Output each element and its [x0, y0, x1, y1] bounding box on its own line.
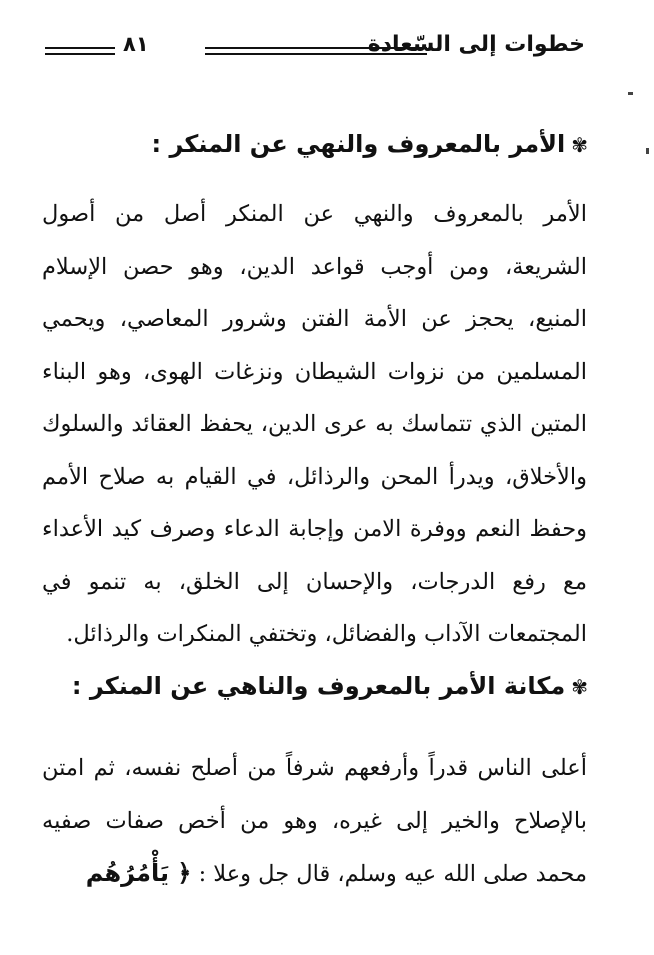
- header-rule: [205, 47, 427, 49]
- text-line: المسلمين من نزوات الشيطان ونزغات الهوى، وهو البناء: [42, 358, 587, 385]
- scan-speck: [628, 92, 633, 95]
- header-rule: [205, 53, 427, 55]
- page-number: ٨١: [123, 32, 149, 56]
- section-body: [42, 188, 587, 661]
- quran-verse-fragment: ﴿ يَأْمُرُهُم: [85, 859, 192, 887]
- section-heading-text: الأمر بالمعروف والنهي عن المنكر :: [151, 130, 566, 158]
- text-line: الأمر بالمعروف والنهي عن المنكر أصل من أصول: [42, 201, 587, 227]
- text-line: أعلى الناس قدراً وأرفعهم شرفاً من أصلح نفسه، ثم امتن: [42, 755, 587, 781]
- section-heading: [72, 672, 588, 700]
- flower-bullet-icon: ✾: [571, 675, 588, 699]
- text-line: مع رفع الدرجات، والإحسان إلى الخلق، به تنمو في: [42, 568, 587, 595]
- text-line: بالإصلاح والخير إلى غيره، وهو من أخص صفات صفيه: [42, 807, 587, 834]
- text-line: المتين الذي تتماسك به عرى الدين، يحفظ العقائد والسلوك: [42, 411, 587, 437]
- text-line: المجتمعات الآداب والفضائل، وتختفي المنكرات والرذائل.: [66, 621, 587, 647]
- header-rule: [45, 47, 115, 49]
- book-title: خطوات إلى السّعادة: [367, 32, 585, 57]
- page-header: [45, 30, 585, 70]
- header-rule: [45, 53, 115, 55]
- section-heading-text: مكانة الأمر بالمعروف والناهي عن المنكر :: [71, 672, 566, 700]
- text-line: وحفظ النعم ووفرة الامن وإجابة الدعاء وصرف كيد الأعداء: [42, 516, 587, 542]
- text-line: [42, 847, 587, 901]
- text-line-content: محمد صلى الله عيه وسلم، قال جل وعلا :: [198, 861, 587, 887]
- text-line: المنيع، يحجز عن الأمة الفتن وشرور المعاصي، ويحمي: [42, 306, 587, 332]
- section-body: [42, 742, 587, 901]
- section-heading: [151, 130, 588, 158]
- flower-bullet-icon: ✾: [571, 133, 588, 157]
- text-line: الشريعة، ومن أوجب قواعد الدين، وهو حصن الإسلام: [42, 253, 587, 280]
- scan-speck: [646, 148, 649, 154]
- text-line: والأخلاق، ويدرأ المحن والرذائل، في القيام به صلاح الأمم: [42, 463, 587, 490]
